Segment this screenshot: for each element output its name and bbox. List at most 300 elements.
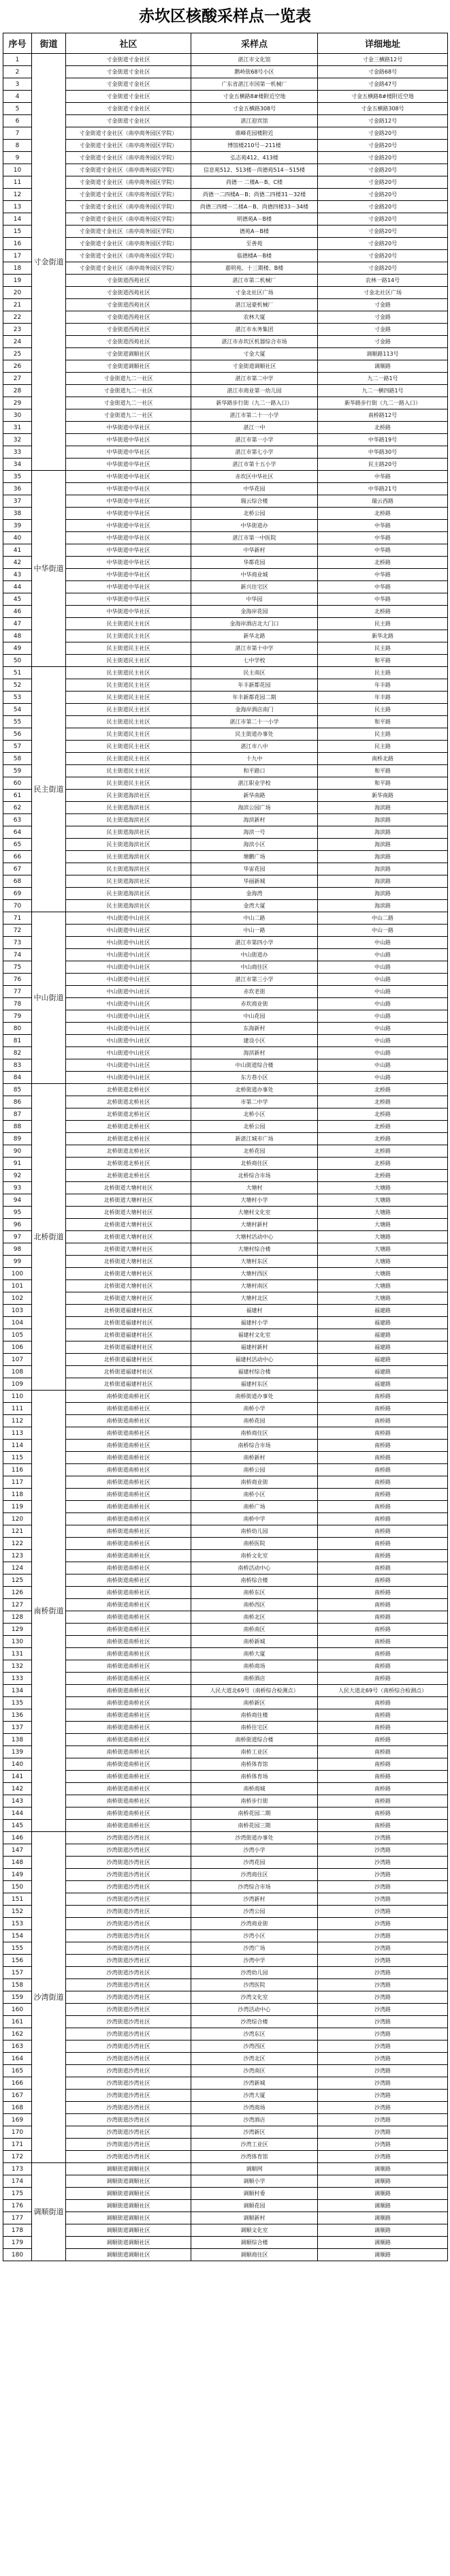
row-number: 8 <box>3 140 32 152</box>
sampling-site: 沙湾体育馆 <box>191 2151 318 2163</box>
site-address: 南桥路 <box>318 1587 448 1599</box>
site-address: 北桥路 <box>318 1121 448 1133</box>
sampling-site: 沙湾小学 <box>191 1844 318 1857</box>
sampling-site: 海滨小区 <box>191 839 318 851</box>
table-row <box>3 1256 448 1268</box>
community-name: 南桥街道南桥社区 <box>66 1648 191 1660</box>
community-name: 北桥街道大塘村社区 <box>66 1280 191 1292</box>
table-row <box>3 1685 448 1697</box>
table-row <box>3 1145 448 1158</box>
sampling-site: 南桥工业区 <box>191 1746 318 1758</box>
table-row <box>3 802 448 814</box>
site-address: 瑞云西路 <box>318 495 448 508</box>
table-row <box>3 140 448 152</box>
sampling-site: 中华园 <box>191 593 318 606</box>
community-name: 寸金街道西苑社区 <box>66 311 191 324</box>
site-address: 南桥路 <box>318 1599 448 1611</box>
community-name: 寸金街道寸金社区 <box>66 103 191 115</box>
site-address: 寸金路 <box>318 311 448 324</box>
site-address: 寸金路20号 <box>318 189 448 201</box>
sampling-site: 沙湾南区 <box>191 2065 318 2077</box>
site-address: 寸金路20号 <box>318 226 448 238</box>
sampling-site: 南桥综合楼 <box>191 1574 318 1587</box>
table-row <box>3 1550 448 1562</box>
community-name: 中山街道中山社区 <box>66 912 191 925</box>
site-address: 南桥路 <box>318 1820 448 1832</box>
site-address: 南桥路 <box>318 1611 448 1624</box>
row-number: 17 <box>3 250 32 262</box>
community-name: 调顺街道调顺社区 <box>66 2175 191 2188</box>
sampling-site: 沙湾西区 <box>191 2040 318 2053</box>
row-number: 147 <box>3 1844 32 1857</box>
row-number: 78 <box>3 998 32 1010</box>
site-address: 海滨路 <box>318 839 448 851</box>
row-number: 110 <box>3 1391 32 1403</box>
row-number: 37 <box>3 495 32 508</box>
community-name: 南桥街道南桥社区 <box>66 1807 191 1820</box>
community-name: 寸金街道寸金社区 <box>66 54 191 66</box>
site-address: 年丰路 <box>318 679 448 692</box>
sampling-site: 南桥商业街 <box>191 1476 318 1489</box>
site-address: 调顺路113号 <box>318 348 448 360</box>
row-number: 79 <box>3 1010 32 1023</box>
row-number: 24 <box>3 336 32 348</box>
site-address: 寸金路20号 <box>318 213 448 226</box>
sampling-site: 沙湾文化室 <box>191 1991 318 2004</box>
row-number: 115 <box>3 1452 32 1464</box>
community-name: 南桥街道南桥社区 <box>66 1636 191 1648</box>
row-number: 156 <box>3 1955 32 1967</box>
table-row <box>3 471 448 483</box>
table-row <box>3 1096 448 1108</box>
row-number: 144 <box>3 1807 32 1820</box>
community-name: 中华街道中华社区 <box>66 606 191 618</box>
table-row <box>3 409 448 422</box>
row-number: 23 <box>3 324 32 336</box>
table-row <box>3 1648 448 1660</box>
row-number: 137 <box>3 1722 32 1734</box>
row-number: 132 <box>3 1660 32 1673</box>
sampling-site: 年丰新都花园 <box>191 679 318 692</box>
sampling-site: 海滨新村 <box>191 814 318 826</box>
sampling-site: 南桥住宅区 <box>191 1722 318 1734</box>
sampling-site: 中华花园 <box>191 483 318 495</box>
community-name: 民主街道民主社区 <box>66 765 191 777</box>
community-name: 北桥街道大塘村社区 <box>66 1243 191 1256</box>
community-name: 民主街道海滨社区 <box>66 888 191 900</box>
community-name: 寸金街道九二一社区 <box>66 385 191 397</box>
community-name: 寸金街道九二一社区 <box>66 373 191 385</box>
site-address: 沙湾路 <box>318 2004 448 2016</box>
row-number: 126 <box>3 1587 32 1599</box>
table-row <box>3 1967 448 1979</box>
community-name: 南桥街道南桥社区 <box>66 1783 191 1795</box>
site-address: 寸金路20号 <box>318 250 448 262</box>
site-address: 北桥路 <box>318 606 448 618</box>
row-number: 127 <box>3 1599 32 1611</box>
community-name: 南桥街道南桥社区 <box>66 1427 191 1440</box>
table-row <box>3 2102 448 2114</box>
row-number: 118 <box>3 1489 32 1501</box>
table-row <box>3 103 448 115</box>
site-address: 福建路 <box>318 1378 448 1391</box>
row-number: 109 <box>3 1378 32 1391</box>
sampling-site: 大塘村 <box>191 1182 318 1194</box>
community-name: 沙湾街道沙湾社区 <box>66 2016 191 2028</box>
site-address: 新华北路 <box>318 630 448 642</box>
row-number: 67 <box>3 863 32 875</box>
site-address: 中山路 <box>318 1047 448 1059</box>
community-name: 沙湾街道沙湾社区 <box>66 1967 191 1979</box>
table-row <box>3 1047 448 1059</box>
sampling-site: 塘鹏广场 <box>191 851 318 863</box>
table-row <box>3 1746 448 1758</box>
row-number: 94 <box>3 1194 32 1207</box>
row-number: 90 <box>3 1145 32 1158</box>
row-number: 12 <box>3 189 32 201</box>
community-name: 民主街道海滨社区 <box>66 839 191 851</box>
site-address: 民主路20号 <box>318 459 448 471</box>
sampling-site: 沙湾酒店 <box>191 2114 318 2126</box>
site-address: 寸金北社区广场 <box>318 287 448 299</box>
street-name: 寸金街道 <box>32 54 66 471</box>
sampling-site: 南桥街道办事处 <box>191 1391 318 1403</box>
row-number: 30 <box>3 409 32 422</box>
table-row <box>3 1366 448 1378</box>
table-row <box>3 1501 448 1513</box>
table-row <box>3 2016 448 2028</box>
community-name: 南桥街道南桥社区 <box>66 1415 191 1427</box>
site-address: 大塘路 <box>318 1292 448 1305</box>
table-row <box>3 581 448 593</box>
table-row <box>3 557 448 569</box>
community-name: 寸金街道西苑社区 <box>66 336 191 348</box>
site-address: 南桥路 <box>318 1427 448 1440</box>
row-number: 180 <box>3 2249 32 2261</box>
sampling-site: 沙湾综合楼 <box>191 2016 318 2028</box>
community-name: 中山街道中山社区 <box>66 1059 191 1072</box>
community-name: 北桥街道大塘村社区 <box>66 1194 191 1207</box>
row-number: 93 <box>3 1182 32 1194</box>
row-number: 119 <box>3 1501 32 1513</box>
sampling-site: 调顺网 <box>191 2163 318 2175</box>
site-address: 北桥路 <box>318 1145 448 1158</box>
community-name: 中山街道中山社区 <box>66 986 191 998</box>
community-name: 沙湾街道沙湾社区 <box>66 2053 191 2065</box>
sampling-site: 南桥小区 <box>191 1489 318 1501</box>
community-name: 寸金街道寸金社区 <box>66 66 191 78</box>
community-name: 南桥街道南桥社区 <box>66 1562 191 1574</box>
row-number: 116 <box>3 1464 32 1476</box>
row-number: 1 <box>3 54 32 66</box>
community-name: 中山街道中山社区 <box>66 1010 191 1023</box>
site-address: 南桥路 <box>318 1624 448 1636</box>
table-row <box>3 1489 448 1501</box>
table-row <box>3 1341 448 1354</box>
table-row <box>3 275 448 287</box>
site-address: 南桥路 <box>318 1574 448 1587</box>
sampling-site: 南桥综合市场 <box>191 1440 318 1452</box>
community-name: 沙湾街道沙湾社区 <box>66 1893 191 1906</box>
row-number: 47 <box>3 618 32 630</box>
community-name: 南桥街道南桥社区 <box>66 1513 191 1525</box>
site-address: 调顺路 <box>318 2200 448 2212</box>
table-row <box>3 2237 448 2249</box>
community-name: 中华街道中华社区 <box>66 532 191 544</box>
site-address: 南桥路 <box>318 1464 448 1476</box>
table-row <box>3 1673 448 1685</box>
site-address: 中华路 <box>318 593 448 606</box>
community-name: 沙湾街道沙湾社区 <box>66 1844 191 1857</box>
site-address: 沙湾路 <box>318 1893 448 1906</box>
row-number: 129 <box>3 1624 32 1636</box>
sampling-site: 嘉明苑、十三期楼、B楼 <box>191 262 318 275</box>
row-number: 122 <box>3 1538 32 1550</box>
sampling-site: 大塘村活动中心 <box>191 1231 318 1243</box>
table-row <box>3 2139 448 2151</box>
sampling-site: 沙湾工业区 <box>191 2139 318 2151</box>
sampling-site: 寸金街道调顺社区 <box>191 360 318 373</box>
row-number: 123 <box>3 1550 32 1562</box>
sampling-site: 金海岸酒店南门 <box>191 704 318 716</box>
table-row <box>3 91 448 103</box>
row-number: 25 <box>3 348 32 360</box>
community-name: 北桥街道大塘村社区 <box>66 1268 191 1280</box>
table-row <box>3 1918 448 1930</box>
site-address: 中山二路 <box>318 912 448 925</box>
community-name: 中华街道中华社区 <box>66 422 191 434</box>
site-address: 大塘路 <box>318 1231 448 1243</box>
sampling-site: 沙湾街道办事处 <box>191 1832 318 1844</box>
site-address: 南桥路 <box>318 1758 448 1771</box>
community-name: 民主街道民主社区 <box>66 692 191 704</box>
table-row <box>3 348 448 360</box>
table-row <box>3 2249 448 2261</box>
community-name: 民主街道海滨社区 <box>66 814 191 826</box>
community-name: 南桥街道南桥社区 <box>66 1599 191 1611</box>
table-row <box>3 115 448 127</box>
community-name: 民主街道民主社区 <box>66 704 191 716</box>
site-address: 福建路 <box>318 1317 448 1329</box>
site-address: 沙湾路 <box>318 2090 448 2102</box>
community-name: 寸金街道寸金社区（南亭商务园区学院） <box>66 201 191 213</box>
site-address: 沙湾路 <box>318 1832 448 1844</box>
row-number: 154 <box>3 1930 32 1942</box>
site-address: 中山路 <box>318 986 448 998</box>
community-name: 中山街道中山社区 <box>66 1072 191 1084</box>
sampling-site: 金海湾 <box>191 888 318 900</box>
sampling-site: 明德苑A－B楼 <box>191 213 318 226</box>
table-header-row <box>3 33 448 54</box>
row-number: 19 <box>3 275 32 287</box>
table-row <box>3 1636 448 1648</box>
table-row <box>3 1771 448 1783</box>
site-address: 寸金路 <box>318 299 448 311</box>
site-address: 北桥路 <box>318 1158 448 1170</box>
community-name: 南桥街道南桥社区 <box>66 1685 191 1697</box>
community-name: 中山街道中山社区 <box>66 949 191 961</box>
table-row <box>3 667 448 679</box>
sampling-site: 中山街道综合楼 <box>191 1059 318 1072</box>
site-address: 海滨路 <box>318 802 448 814</box>
row-number: 146 <box>3 1832 32 1844</box>
table-row <box>3 459 448 471</box>
table-row <box>3 2077 448 2090</box>
table-row <box>3 1329 448 1341</box>
site-address: 福建路 <box>318 1329 448 1341</box>
site-address: 寸金路20号 <box>318 201 448 213</box>
row-number: 51 <box>3 667 32 679</box>
site-address: 南桥路12号 <box>318 409 448 422</box>
sampling-site: 东海新村 <box>191 1023 318 1035</box>
row-number: 107 <box>3 1354 32 1366</box>
community-name: 沙湾街道沙湾社区 <box>66 2126 191 2139</box>
site-address: 海滨路 <box>318 900 448 912</box>
site-address: 民主路 <box>318 704 448 716</box>
table-row <box>3 2151 448 2163</box>
site-address: 海滨路 <box>318 826 448 839</box>
row-number: 56 <box>3 728 32 741</box>
sampling-site: 农林大厦 <box>191 311 318 324</box>
sampling-site: 大塘村北区 <box>191 1292 318 1305</box>
row-number: 59 <box>3 765 32 777</box>
sampling-site: 中山二路 <box>191 912 318 925</box>
community-name: 南桥街道南桥社区 <box>66 1734 191 1746</box>
table-row <box>3 888 448 900</box>
row-number: 46 <box>3 606 32 618</box>
row-number: 138 <box>3 1734 32 1746</box>
table-row <box>3 2065 448 2077</box>
site-address: 民主路 <box>318 667 448 679</box>
community-name: 民主街道民主社区 <box>66 679 191 692</box>
sampling-site: 鹅岭街68号小区 <box>191 66 318 78</box>
community-name: 民主街道民主社区 <box>66 716 191 728</box>
site-address: 调顺路 <box>318 2237 448 2249</box>
row-number: 21 <box>3 299 32 311</box>
row-number: 20 <box>3 287 32 299</box>
sampling-site: 北桥小区 <box>191 1108 318 1121</box>
table-row <box>3 1587 448 1599</box>
sampling-site: 南桥新城 <box>191 1636 318 1648</box>
community-name: 寸金街道寸金社区（南亭商务园区学院） <box>66 250 191 262</box>
table-row <box>3 998 448 1010</box>
site-address: 海滨路 <box>318 814 448 826</box>
table-row <box>3 1893 448 1906</box>
row-number: 10 <box>3 164 32 176</box>
sampling-site: 南桥大厦 <box>191 1648 318 1660</box>
street-name: 北桥街道 <box>32 1084 66 1391</box>
community-name: 北桥街道福建村社区 <box>66 1366 191 1378</box>
site-address: 南桥路 <box>318 1807 448 1820</box>
table-row <box>3 532 448 544</box>
row-number: 159 <box>3 1991 32 2004</box>
table-row <box>3 704 448 716</box>
table-row <box>3 1219 448 1231</box>
community-name: 民主街道民主社区 <box>66 741 191 753</box>
table-row <box>3 250 448 262</box>
row-number: 165 <box>3 2065 32 2077</box>
sampling-site: 至善苑 <box>191 238 318 250</box>
sampling-site: 调顺小学 <box>191 2175 318 2188</box>
sampling-site: 沙湾广场 <box>191 1942 318 1955</box>
table-row <box>3 299 448 311</box>
table-row <box>3 1991 448 2004</box>
sampling-site: 沙湾北区 <box>191 2053 318 2065</box>
sampling-site: 南桥街道综合楼 <box>191 1734 318 1746</box>
site-address: 和平路 <box>318 655 448 667</box>
sampling-site: 福建村综合楼 <box>191 1366 318 1378</box>
site-address: 中山一路 <box>318 925 448 937</box>
table-row <box>3 1709 448 1722</box>
row-number: 97 <box>3 1231 32 1243</box>
sampling-site: 南桥公园 <box>191 1464 318 1476</box>
community-name: 中华街道中华社区 <box>66 581 191 593</box>
row-number: 68 <box>3 875 32 888</box>
row-number: 22 <box>3 311 32 324</box>
row-number: 85 <box>3 1084 32 1096</box>
row-number: 91 <box>3 1158 32 1170</box>
site-address: 海滨路 <box>318 863 448 875</box>
community-name: 沙湾街道沙湾社区 <box>66 2114 191 2126</box>
site-address: 沙湾路 <box>318 2114 448 2126</box>
site-address: 中华路 <box>318 520 448 532</box>
site-address: 大塘路 <box>318 1256 448 1268</box>
table-row <box>3 2224 448 2237</box>
community-name: 南桥街道南桥社区 <box>66 1611 191 1624</box>
table-row <box>3 974 448 986</box>
table-row <box>3 1538 448 1550</box>
sampling-site: 沙湾医院 <box>191 1979 318 1991</box>
site-address: 沙湾路 <box>318 2028 448 2040</box>
community-name: 沙湾街道沙湾社区 <box>66 1979 191 1991</box>
community-name: 调顺街道调顺社区 <box>66 2212 191 2224</box>
community-name: 沙湾街道沙湾社区 <box>66 2004 191 2016</box>
community-name: 沙湾街道沙湾社区 <box>66 1881 191 1893</box>
sampling-site: 湛江市第二中学 <box>191 373 318 385</box>
community-name: 中山街道中山社区 <box>66 925 191 937</box>
row-number: 152 <box>3 1906 32 1918</box>
table-row <box>3 1292 448 1305</box>
sampling-site: 南桥体育场 <box>191 1771 318 1783</box>
table-row <box>3 2188 448 2200</box>
row-number: 5 <box>3 103 32 115</box>
row-number: 150 <box>3 1881 32 1893</box>
table-row <box>3 336 448 348</box>
sampling-site: 湛江市水务集团 <box>191 324 318 336</box>
sampling-site: 新华北路 <box>191 630 318 642</box>
sampling-site: 南桥花园 <box>191 1415 318 1427</box>
street-name: 南桥街道 <box>32 1391 66 1832</box>
table-row <box>3 1820 448 1832</box>
table-row <box>3 2040 448 2053</box>
site-address: 沙湾路 <box>318 2016 448 2028</box>
community-name: 北桥街道福建村社区 <box>66 1341 191 1354</box>
sampling-site: 尚德一 二楼A－B、C楼 <box>191 176 318 189</box>
sampling-site: 湛江市文化馆 <box>191 54 318 66</box>
sampling-site: 市第二中学 <box>191 1096 318 1108</box>
header-community: 社区 <box>66 33 191 54</box>
row-number: 33 <box>3 446 32 459</box>
table-row <box>3 839 448 851</box>
community-name: 沙湾街道沙湾社区 <box>66 1869 191 1881</box>
site-address: 大塘路 <box>318 1243 448 1256</box>
row-number: 105 <box>3 1329 32 1341</box>
row-number: 173 <box>3 2163 32 2175</box>
site-address: 年丰路 <box>318 692 448 704</box>
table-row <box>3 2090 448 2102</box>
site-address: 中华路19号 <box>318 434 448 446</box>
site-address: 大塘路 <box>318 1182 448 1194</box>
